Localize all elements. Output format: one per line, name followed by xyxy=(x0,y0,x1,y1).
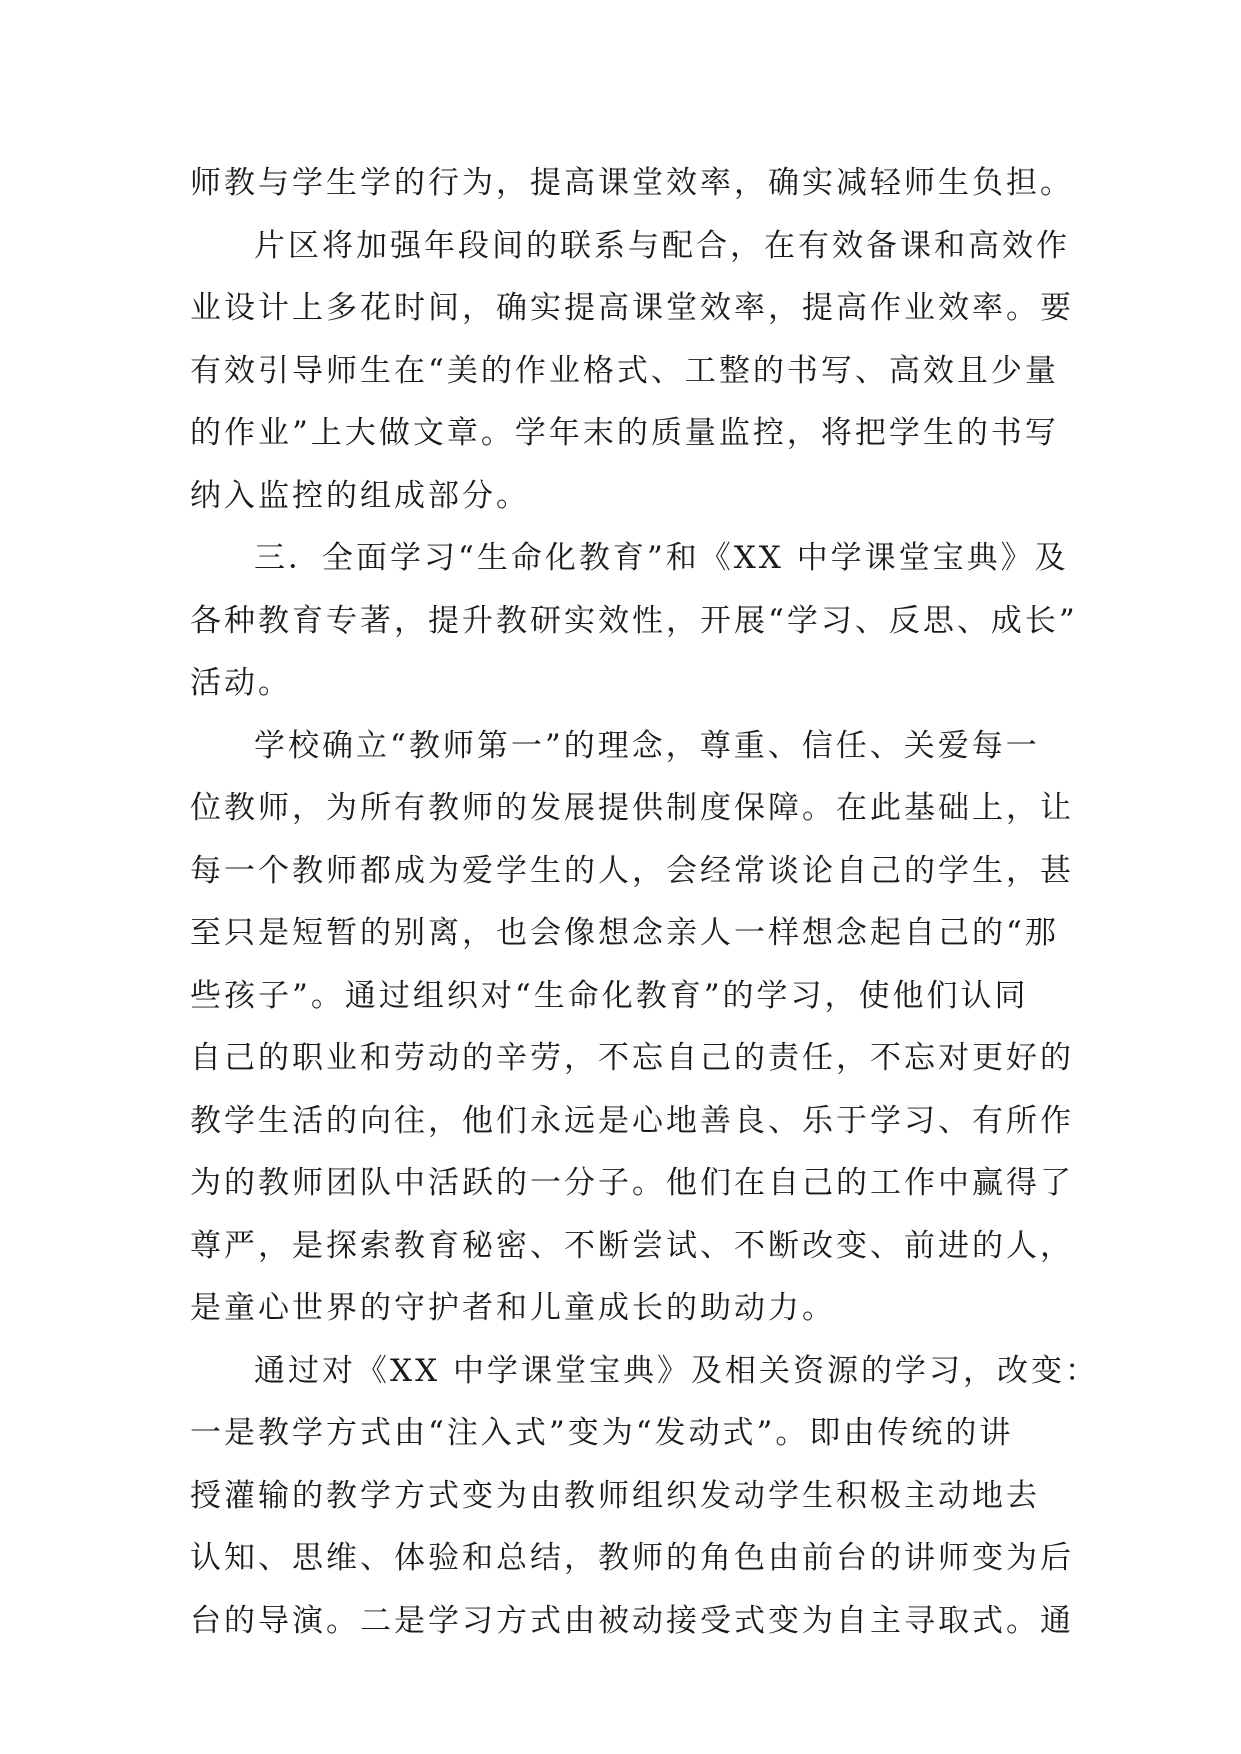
text-line: 授灌输的教学方式变为由教师组织发动学生积极主动地去 xyxy=(190,1477,1040,1514)
text-line: 为的教师团队中活跃的一分子。他们在自己的工作中赢得了 xyxy=(190,1165,1074,1201)
section-heading: 三．全面学习“生命化教育”和《XX 中学课堂宝典》及 xyxy=(254,540,1069,576)
text-line: 有效引导师生在“美的作业格式、工整的书写、高效且少量 xyxy=(190,352,1059,389)
text-line: 教学生活的向往，他们永远是心地善良、乐于学习、有所作 xyxy=(190,1102,1074,1139)
text-line: 师教与学生学的行为，提高课堂效率，确实减轻师生负担。 xyxy=(190,165,1074,201)
body-text xyxy=(190,152,1099,1652)
text-line: 业设计上多花时间，确实提高课堂效率，提高作业效率。要 xyxy=(190,290,1074,326)
text-line: 至只是短暂的别离，也会像想念亲人一样想念起自己的“那 xyxy=(190,915,1059,951)
text-line: 是童心世界的守护者和儿童成长的助动力。 xyxy=(190,1290,836,1326)
text-line: 活动。 xyxy=(190,665,292,701)
text-line: 自己的职业和劳动的辛劳，不忘自己的责任，不忘对更好的 xyxy=(190,1040,1074,1076)
text-line: 台的导演。二是学习方式由被动接受式变为自主寻取式。通 xyxy=(190,1602,1074,1639)
text-line: 通过对《XX 中学课堂宝典》及相关资源的学习，改变： xyxy=(254,1352,1099,1389)
text-line: 些孩子”。通过组织对“生命化教育”的学习，使他们认同 xyxy=(190,977,1029,1014)
text-line: 尊严，是探索教育秘密、不断尝试、不断改变、前进的人， xyxy=(190,1227,1074,1264)
text-line: 每一个教师都成为爱学生的人，会经常谈论自己的学生，甚 xyxy=(190,852,1074,889)
text-line: 一是教学方式由“注入式”变为“发动式”。即由传统的讲 xyxy=(190,1415,1014,1451)
text-line: 学校确立“教师第一”的理念，尊重、信任、关爱每一 xyxy=(254,727,1040,764)
text-line: 位教师，为所有教师的发展提供制度保障。在此基础上，让 xyxy=(190,790,1074,826)
text-line: 认知、思维、体验和总结，教师的角色由前台的讲师变为后 xyxy=(190,1540,1074,1576)
text-line: 片区将加强年段间的联系与配合，在有效备课和高效作 xyxy=(254,227,1070,264)
text-line: 纳入监控的组成部分。 xyxy=(190,477,530,514)
text-line: 各种教育专著，提升教研实效性，开展“学习、反思、成长” xyxy=(190,602,1078,639)
text-line: 的作业”上大做文章。学年末的质量监控，将把学生的书写 xyxy=(190,415,1059,451)
